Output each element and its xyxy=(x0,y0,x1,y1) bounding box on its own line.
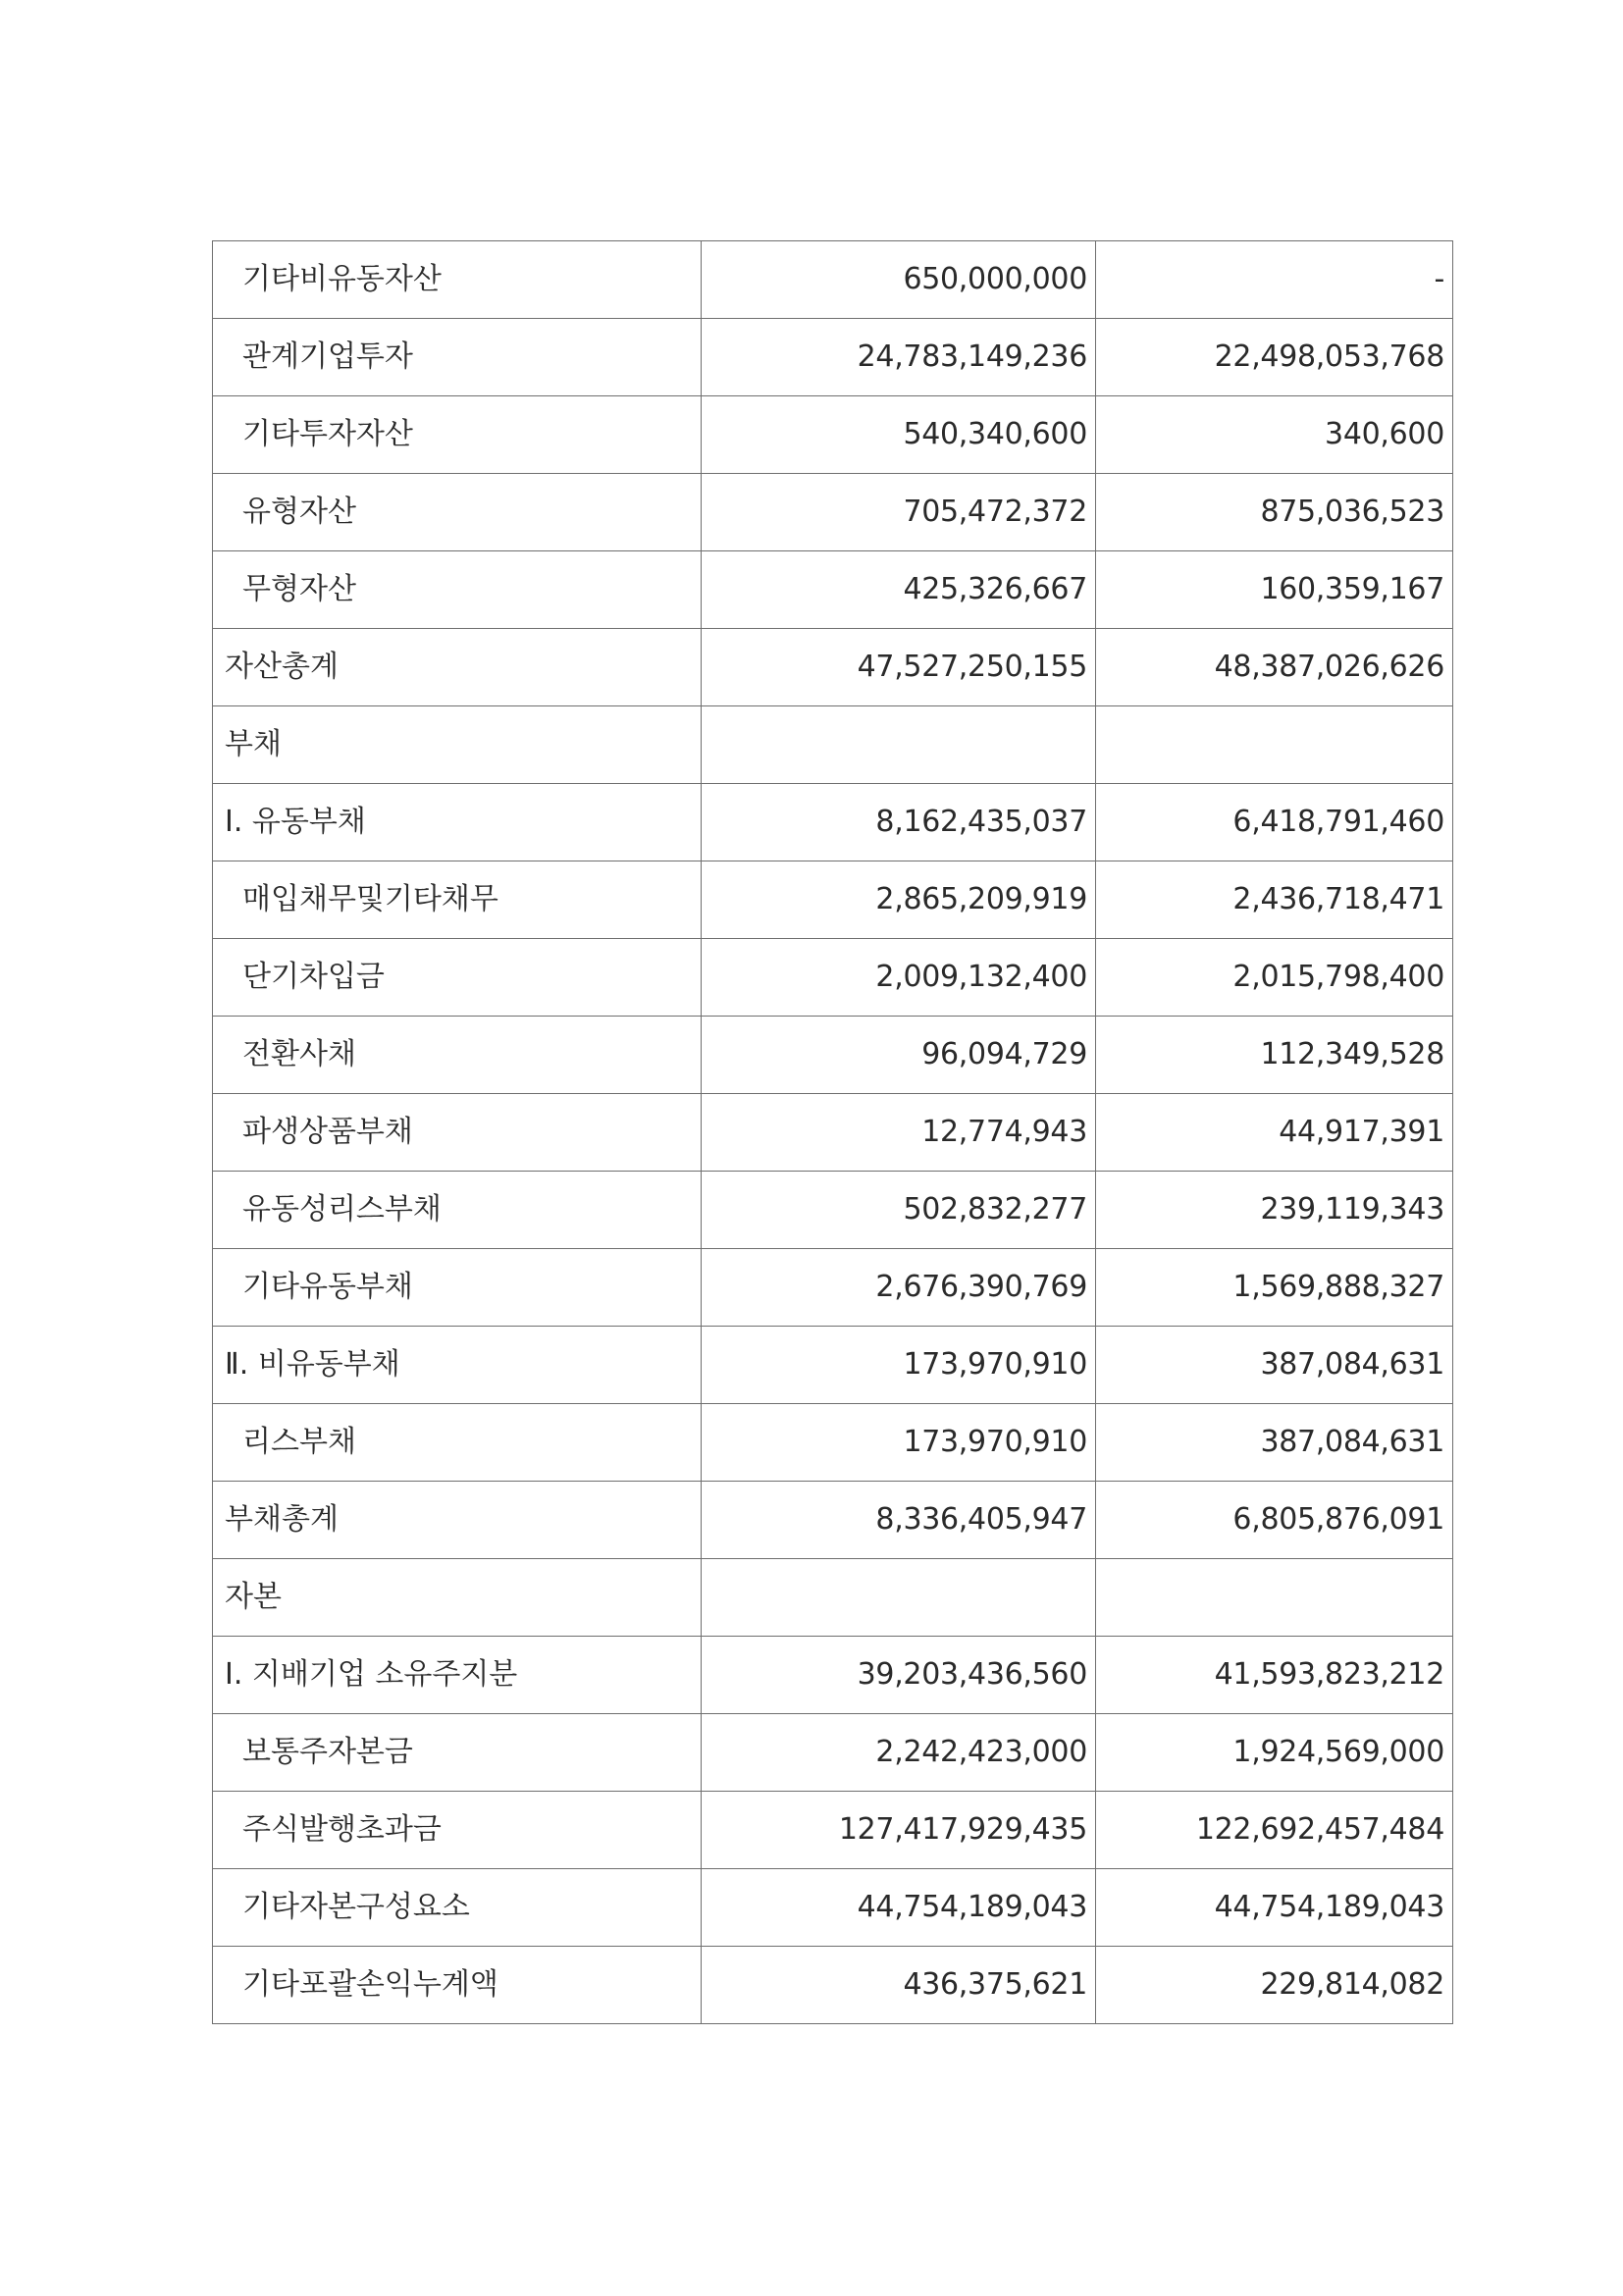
current-period-value: 39,203,436,560 xyxy=(702,1637,1096,1714)
current-period-value: 2,009,132,400 xyxy=(702,939,1096,1017)
balance-sheet-body xyxy=(213,241,1453,2024)
row-label: 기타비유동자산 xyxy=(213,241,702,319)
table-row xyxy=(213,1792,1453,1869)
table-row xyxy=(213,1714,1453,1792)
table-row xyxy=(213,629,1453,706)
current-period-value: 24,783,149,236 xyxy=(702,319,1096,396)
prior-period-value xyxy=(1096,1559,1453,1637)
table-row xyxy=(213,1404,1453,1482)
prior-period-value: 112,349,528 xyxy=(1096,1017,1453,1094)
current-period-value: 540,340,600 xyxy=(702,396,1096,474)
row-label: Ⅰ. 유동부채 xyxy=(213,784,702,861)
current-period-value: 8,336,405,947 xyxy=(702,1482,1096,1559)
table-row xyxy=(213,706,1453,784)
current-period-value: 705,472,372 xyxy=(702,474,1096,551)
prior-period-value: 1,924,569,000 xyxy=(1096,1714,1453,1792)
current-period-value: 8,162,435,037 xyxy=(702,784,1096,861)
prior-period-value: 875,036,523 xyxy=(1096,474,1453,551)
prior-period-value: 44,917,391 xyxy=(1096,1094,1453,1172)
row-label: 보통주자본금 xyxy=(213,1714,702,1792)
row-label: 자산총계 xyxy=(213,629,702,706)
prior-period-value: 44,754,189,043 xyxy=(1096,1869,1453,1947)
row-label: 리스부채 xyxy=(213,1404,702,1482)
row-label: 기타자본구성요소 xyxy=(213,1869,702,1947)
table-row xyxy=(213,1094,1453,1172)
row-label: 부채총계 xyxy=(213,1482,702,1559)
prior-period-value: 41,593,823,212 xyxy=(1096,1637,1453,1714)
row-label: 무형자산 xyxy=(213,551,702,629)
prior-period-value: 160,359,167 xyxy=(1096,551,1453,629)
table-row xyxy=(213,1249,1453,1327)
row-label: 기타포괄손익누계액 xyxy=(213,1947,702,2024)
prior-period-value: 6,418,791,460 xyxy=(1096,784,1453,861)
current-period-value: 173,970,910 xyxy=(702,1404,1096,1482)
prior-period-value xyxy=(1096,706,1453,784)
current-period-value: 44,754,189,043 xyxy=(702,1869,1096,1947)
row-label: 기타투자자산 xyxy=(213,396,702,474)
current-period-value: 650,000,000 xyxy=(702,241,1096,319)
table-row xyxy=(213,551,1453,629)
table-row xyxy=(213,784,1453,861)
prior-period-value: 2,436,718,471 xyxy=(1096,861,1453,939)
prior-period-value: 48,387,026,626 xyxy=(1096,629,1453,706)
table-row xyxy=(213,861,1453,939)
table-row xyxy=(213,396,1453,474)
prior-period-value: 340,600 xyxy=(1096,396,1453,474)
row-label: Ⅱ. 비유동부채 xyxy=(213,1327,702,1404)
prior-period-value: 2,015,798,400 xyxy=(1096,939,1453,1017)
prior-period-value: - xyxy=(1096,241,1453,319)
row-label: 파생상품부채 xyxy=(213,1094,702,1172)
table-row xyxy=(213,1327,1453,1404)
prior-period-value: 229,814,082 xyxy=(1096,1947,1453,2024)
table-row xyxy=(213,1637,1453,1714)
table-row xyxy=(213,474,1453,551)
current-period-value xyxy=(702,1559,1096,1637)
row-label: 자본 xyxy=(213,1559,702,1637)
table-row xyxy=(213,241,1453,319)
current-period-value: 127,417,929,435 xyxy=(702,1792,1096,1869)
current-period-value: 436,375,621 xyxy=(702,1947,1096,2024)
table-row xyxy=(213,1947,1453,2024)
prior-period-value: 22,498,053,768 xyxy=(1096,319,1453,396)
current-period-value xyxy=(702,706,1096,784)
prior-period-value: 387,084,631 xyxy=(1096,1404,1453,1482)
table-row xyxy=(213,1172,1453,1249)
row-label: 부채 xyxy=(213,706,702,784)
current-period-value: 12,774,943 xyxy=(702,1094,1096,1172)
current-period-value: 2,676,390,769 xyxy=(702,1249,1096,1327)
table-row xyxy=(213,1482,1453,1559)
row-label: Ⅰ. 지배기업 소유주지분 xyxy=(213,1637,702,1714)
table-row xyxy=(213,939,1453,1017)
row-label: 주식발행초과금 xyxy=(213,1792,702,1869)
prior-period-value: 1,569,888,327 xyxy=(1096,1249,1453,1327)
prior-period-value: 239,119,343 xyxy=(1096,1172,1453,1249)
current-period-value: 2,865,209,919 xyxy=(702,861,1096,939)
current-period-value: 47,527,250,155 xyxy=(702,629,1096,706)
row-label: 매입채무및기타채무 xyxy=(213,861,702,939)
row-label: 관계기업투자 xyxy=(213,319,702,396)
prior-period-value: 122,692,457,484 xyxy=(1096,1792,1453,1869)
row-label: 단기차입금 xyxy=(213,939,702,1017)
prior-period-value: 387,084,631 xyxy=(1096,1327,1453,1404)
table-row xyxy=(213,1017,1453,1094)
table-row xyxy=(213,1869,1453,1947)
current-period-value: 173,970,910 xyxy=(702,1327,1096,1404)
prior-period-value: 6,805,876,091 xyxy=(1096,1482,1453,1559)
current-period-value: 2,242,423,000 xyxy=(702,1714,1096,1792)
balance-sheet-table xyxy=(212,240,1453,2024)
row-label: 유형자산 xyxy=(213,474,702,551)
current-period-value: 96,094,729 xyxy=(702,1017,1096,1094)
table-row xyxy=(213,1559,1453,1637)
row-label: 기타유동부채 xyxy=(213,1249,702,1327)
current-period-value: 425,326,667 xyxy=(702,551,1096,629)
row-label: 유동성리스부채 xyxy=(213,1172,702,1249)
row-label: 전환사채 xyxy=(213,1017,702,1094)
table-row xyxy=(213,319,1453,396)
current-period-value: 502,832,277 xyxy=(702,1172,1096,1249)
